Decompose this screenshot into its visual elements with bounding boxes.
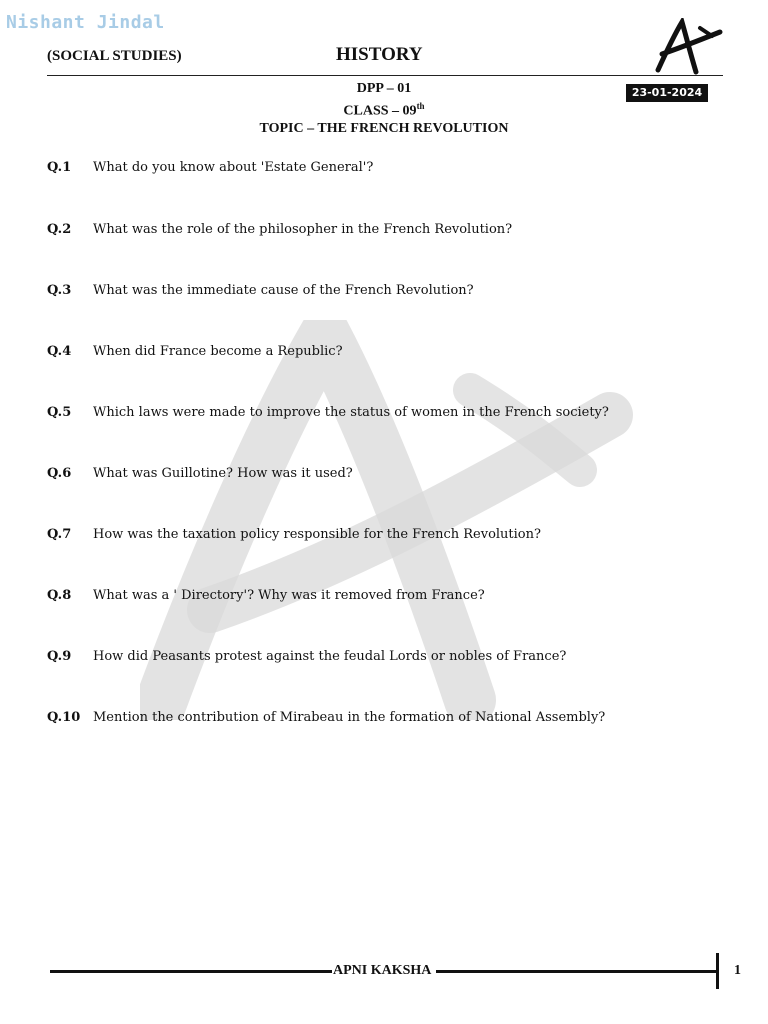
question-number: Q.8: [47, 588, 72, 603]
topic-label: TOPIC – THE FRENCH REVOLUTION: [259, 121, 509, 136]
footer-divider-tick: [716, 953, 719, 989]
question-number: Q.6: [47, 466, 72, 481]
header-divider: [47, 75, 723, 76]
question-number: Q.10: [47, 710, 81, 725]
question-number: Q.9: [47, 649, 72, 664]
question-text: What was the role of the philosopher in the French Revolution?: [93, 222, 513, 237]
question-number: Q.3: [47, 283, 72, 298]
class-label: [0, 101, 768, 120]
question-text: What was the immediate cause of the French Revolution?: [93, 283, 474, 298]
author-watermark: Nishant Jindal: [6, 12, 165, 33]
question-number: Q.1: [47, 160, 72, 175]
class-suffix: th: [416, 101, 425, 111]
dpp-label: DPP – 01: [356, 81, 412, 96]
question-number: Q.5: [47, 405, 72, 420]
question-text: Which laws were made to improve the status of women in the French society?: [93, 405, 609, 420]
page-title: HISTORY: [336, 44, 423, 65]
date-badge: 23-01-2024: [626, 84, 708, 102]
page-number: 1: [734, 963, 741, 978]
question-text: What was a ' Directory'? Why was it removed from France?: [93, 588, 485, 603]
class-prefix: CLASS – 09: [343, 103, 417, 119]
footer-rule-right: [436, 970, 716, 973]
question-text: When did France become a Republic?: [93, 344, 343, 359]
question-number: Q.4: [47, 344, 72, 359]
footer-rule-left: [50, 970, 332, 973]
question-text: What was Guillotine? How was it used?: [93, 466, 353, 481]
question-text: How was the taxation policy responsible for the French Revolution?: [93, 527, 541, 542]
footer-brand: APNI KAKSHA: [333, 963, 432, 978]
question-number: Q.2: [47, 222, 72, 237]
question-text: How did Peasants protest against the feudal Lords or nobles of France?: [93, 649, 567, 664]
question-text: What do you know about 'Estate General'?: [93, 160, 374, 175]
question-text: Mention the contribution of Mirabeau in the formation of National Assembly?: [93, 710, 606, 725]
question-number: Q.7: [47, 527, 72, 542]
apni-kaksha-logo-icon: [648, 18, 724, 76]
subject-label: (SOCIAL STUDIES): [47, 48, 182, 64]
